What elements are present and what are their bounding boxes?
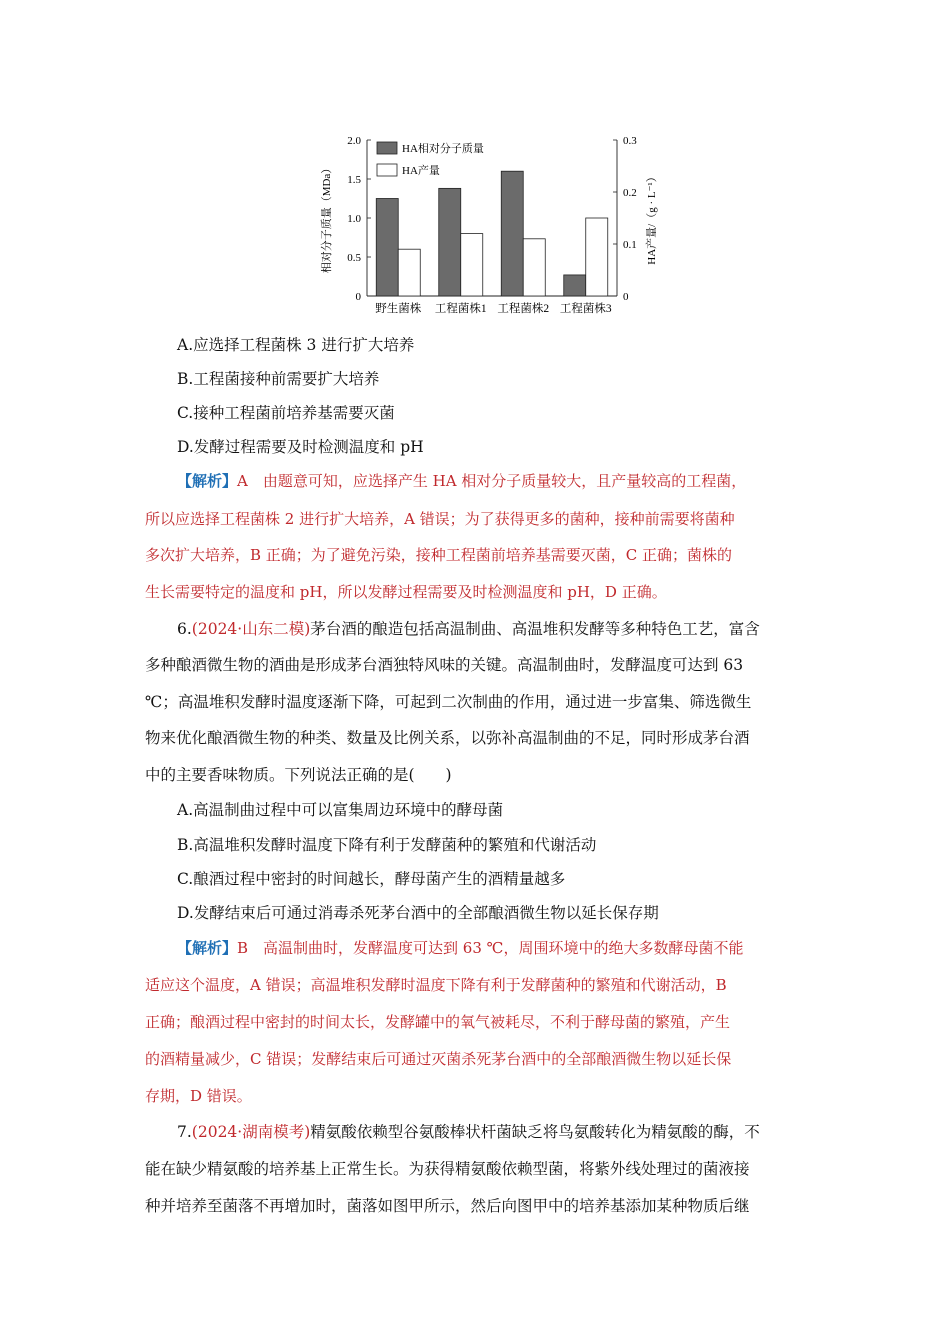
q6-analysis-line-4: 的酒精量减少，C 错误；发酵结束后可通过灭菌杀死茅台酒中的全部酿酒微生物以延长保 [145,1050,732,1068]
q6-stem-line-1: 6.(2024·山东二模)茅台酒的酿造包括高温制曲、高温堆积发酵等多种特色工艺，富含 [177,620,760,638]
y-axis-title-right: HA产量/（g · L⁻¹） [646,171,658,265]
y-axis-title-left: 相对分子质量（MDa） [321,162,333,274]
q6-stem-line-2: 多种酿酒微生物的酒曲是形成茅台酒独特风味的关键。高温制曲时，发酵温度可达到 63 [145,656,744,674]
q5-option-a: A.应选择工程菌株 3 进行扩大培养 [177,336,415,354]
q6-option-d: D.发酵结束后可通过消毒杀死茅台酒中的全部酿酒微生物以延长保存期 [177,904,659,922]
q6-option-c: C.酿酒过程中密封的时间越长，酵母菌产生的酒精量越多 [177,870,566,888]
q6-analysis-line-5: 存期，D 错误。 [145,1087,252,1105]
y-tick-label-left: 0 [355,291,361,303]
q6-analysis-line-3: 正确；酿酒过程中密封的时间太长，发酵罐中的氧气被耗尽，不利于酵母菌的繁殖，产生 [145,1013,731,1031]
y-tick-label-left: 0.5 [347,252,361,264]
q5-option-d: D.发酵过程需要及时检测温度和 pH [177,438,424,456]
q6-stem-line-3: ℃；高温堆积发酵时温度逐渐下降，可起到二次制曲的作用，通过进一步富集、筛选微生 [145,693,752,711]
q5-analysis-tag: 【解析】 [177,472,238,490]
q6-stem-line-5: 中的主要香味物质。下列说法正确的是( ) [145,766,452,784]
q6-analysis-line-1: 【解析】B 高温制曲时，发酵温度可达到 63 ℃，周围环境中的绝大多数酵母菌不能 [177,939,744,957]
legend-label-yield: HA产量 [402,165,440,177]
chart-bars [376,171,608,296]
x-tick-label: 工程菌株1 [434,303,487,315]
legend-swatch-yield [377,164,397,176]
q6-source: (2024·山东二模) [191,620,311,638]
ha-bar-chart [312,130,658,320]
bar-yield [523,239,545,296]
bar-mass [564,275,586,296]
bar-yield [461,234,483,296]
q6-option-a: A.高温制曲过程中可以富集周边环境中的酵母菌 [177,801,504,819]
q5-analysis-line-3: 多次扩大培养，B 正确；为了避免污染，接种工程菌前培养基需要灭菌，C 正确；菌株的 [145,546,733,564]
q6-analysis-tag: 【解析】 [177,939,238,957]
y-tick-label-left: 2.0 [347,135,361,147]
q5-option-c: C.接种工程菌前培养基需要灭菌 [177,404,395,422]
bar-yield [586,218,608,296]
x-tick-label: 工程菌株3 [559,303,612,315]
q6-analysis-line-2: 适应这个温度，A 错误；高温堆积发酵时温度下降有利于发酵菌种的繁殖和代谢活动，B [145,976,727,994]
chart-legend [377,141,484,177]
y-tick-label-left: 1.0 [347,213,361,225]
x-tick-label: 工程菌株2 [497,303,550,315]
q6-stem-line-4: 物来优化酿酒微生物的种类、数量及比例关系，以弥补高温制曲的不足，同时形成茅台酒 [145,729,750,747]
x-tick-label: 野生菌株 [375,303,422,315]
y-tick-label-right: 0.3 [623,135,637,147]
q5-analysis-line-4: 生长需要特定的温度和 pH，所以发酵过程需要及时检测温度和 pH，D 正确。 [145,583,667,601]
y-tick-label-right: 0.1 [623,239,637,251]
q7-source: (2024·湖南模考) [191,1123,311,1141]
bar-mass [501,171,523,296]
bar-mass [376,199,398,297]
legend-label-mass: HA相对分子质量 [402,143,484,155]
bar-yield [398,249,420,296]
q5-analysis-line-1: 【解析】A 由题意可知，应选择产生 HA 相对分子质量较大，且产量较高的工程菌， [177,472,747,490]
bar-mass [439,188,461,296]
legend-swatch-mass [377,142,397,154]
y-tick-label-left: 1.5 [347,174,361,186]
q7-stem-line-2: 能在缺少精氨酸的培养基上正常生长。为获得精氨酸依赖型菌，将紫外线处理过的菌液接 [145,1160,750,1178]
y-tick-label-right: 0.2 [623,187,637,199]
q5-analysis-line-2: 所以应选择工程菌株 2 进行扩大培养，A 错误；为了获得更多的菌种，接种前需要将菌种 [145,510,735,528]
q7-stem-line-3: 种并培养至菌落不再增加时，菌落如图甲所示，然后向图甲中的培养基添加某种物质后继 [145,1197,750,1215]
q6-option-b: B.高温堆积发酵时温度下降有利于发酵菌种的繁殖和代谢活动 [177,836,597,854]
q5-option-b: B.工程菌接种前需要扩大培养 [177,370,380,388]
q7-stem-line-1: 7.(2024·湖南模考)精氨酸依赖型谷氨酸棒状杆菌缺乏将鸟氨酸转化为精氨酸的酶，不 [177,1123,760,1141]
y-tick-label-right: 0 [623,291,629,303]
